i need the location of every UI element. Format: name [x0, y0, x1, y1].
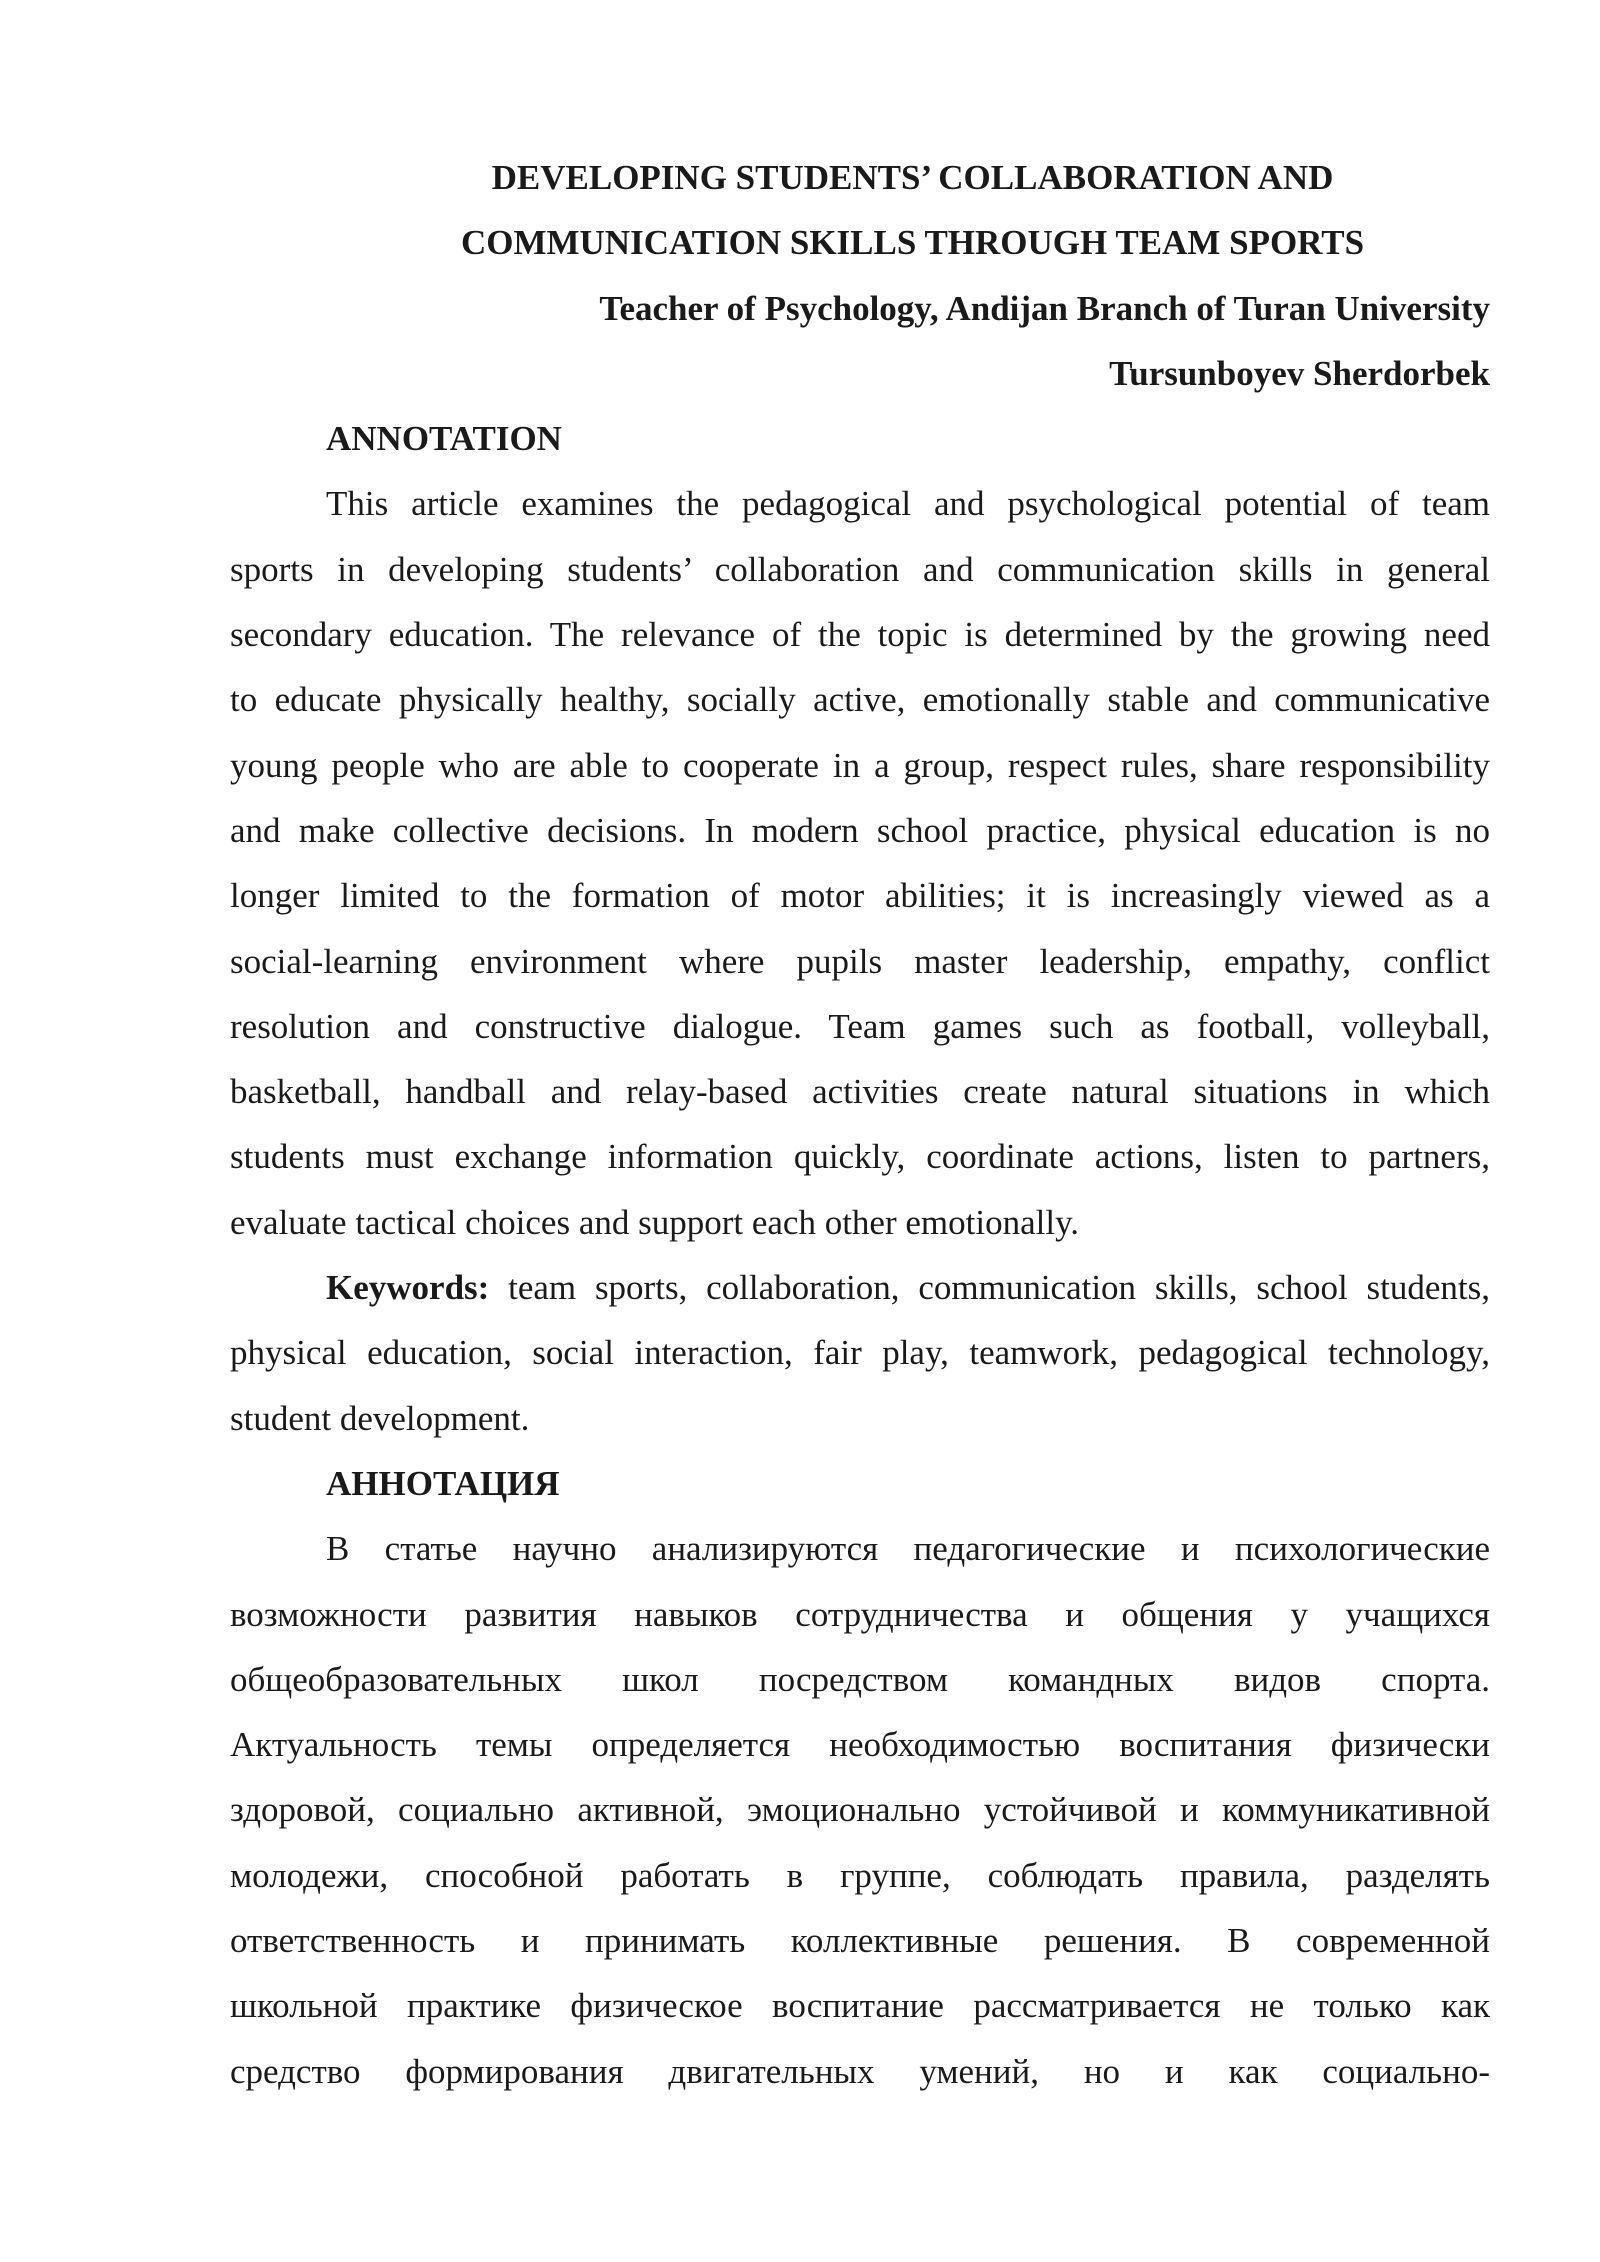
- annotation-paragraph: [230, 471, 1490, 1255]
- annotation-ru-line: средство формирования двигательных умений, но и как социально-: [230, 2051, 1490, 2091]
- keywords-line: student development.: [230, 1398, 530, 1438]
- annotation-line: resolution and constructive dialogue. Team games such as football, volleyball,: [230, 1006, 1490, 1046]
- annotation-ru-line: общеобразовательных школ посредством командных видов спорта.: [230, 1659, 1490, 1699]
- annotation-line: secondary education. The relevance of the topic is determined by the growing need: [230, 615, 1490, 655]
- paper-page: [230, 145, 1490, 2104]
- annotation-ru-heading: АННОТАЦИЯ: [326, 1463, 560, 1503]
- annotation-ru-line: здоровой, социально активной, эмоционально устойчивой и коммуникативной: [230, 1790, 1490, 1830]
- annotation-ru-line: В статье научно анализируются педагогические и психологические: [326, 1529, 1490, 1569]
- annotation-line: evaluate tactical choices and support each other emotionally.: [230, 1202, 1080, 1242]
- annotation-heading: ANNOTATION: [326, 419, 562, 459]
- keywords-label: Keywords:: [326, 1268, 490, 1308]
- annotation-line: social-learning environment where pupils master leadership, empathy, conflict: [230, 941, 1490, 981]
- paper-title-line-2: COMMUNICATION SKILLS THROUGH TEAM SPORTS: [460, 223, 1365, 263]
- annotation-line: longer limited to the formation of motor abilities; it is increasingly viewed as a: [230, 876, 1490, 916]
- annotation-ru-line: школьной практике физическое воспитание рассматривается не только как: [230, 1986, 1490, 2026]
- keywords-text: team sports, collaboration, communication skills, school students,: [489, 1268, 1490, 1308]
- annotation-ru-line: молодежи, способной работать в группе, соблюдать правила, разделять: [230, 1855, 1490, 1895]
- annotation-line: and make collective decisions. In modern school practice, physical education is no: [230, 810, 1490, 850]
- annotation-line: students must exchange information quickly, coordinate actions, listen to partners,: [230, 1137, 1490, 1177]
- paper-title: [230, 145, 1490, 276]
- author-name: Tursunboyev Sherdorbek: [1109, 353, 1490, 393]
- annotation-ru-line: ответственность и принимать коллективные решения. В современной: [230, 1921, 1490, 1961]
- keywords-line: [230, 1255, 1490, 1320]
- paper-title-line-1: DEVELOPING STUDENTS’ COLLABORATION AND: [491, 158, 1334, 197]
- annotation-ru-line: возможности развития навыков сотрудничества и общения у учащихся: [230, 1594, 1490, 1634]
- author-affiliation: Teacher of Psychology, Andijan Branch of Turan University: [599, 288, 1490, 328]
- keywords-line: physical education, social interaction, fair play, teamwork, pedagogical technology,: [230, 1333, 1490, 1373]
- annotation-line: young people who are able to cooperate in a group, respect rules, share responsibility: [230, 745, 1490, 785]
- annotation-line: sports in developing students’ collaboration and communication skills in general: [230, 549, 1490, 589]
- annotation-ru-line: Актуальность темы определяется необходимостью воспитания физически: [230, 1725, 1490, 1765]
- annotation-line: to educate physically healthy, socially active, emotionally stable and communicative: [230, 680, 1490, 720]
- annotation-ru-paragraph: [230, 1516, 1490, 2104]
- annotation-line: This article examines the pedagogical and psychological potential of team: [326, 484, 1490, 524]
- annotation-line: basketball, handball and relay-based activities create natural situations in which: [230, 1072, 1490, 1112]
- keywords-paragraph: [230, 1255, 1490, 1451]
